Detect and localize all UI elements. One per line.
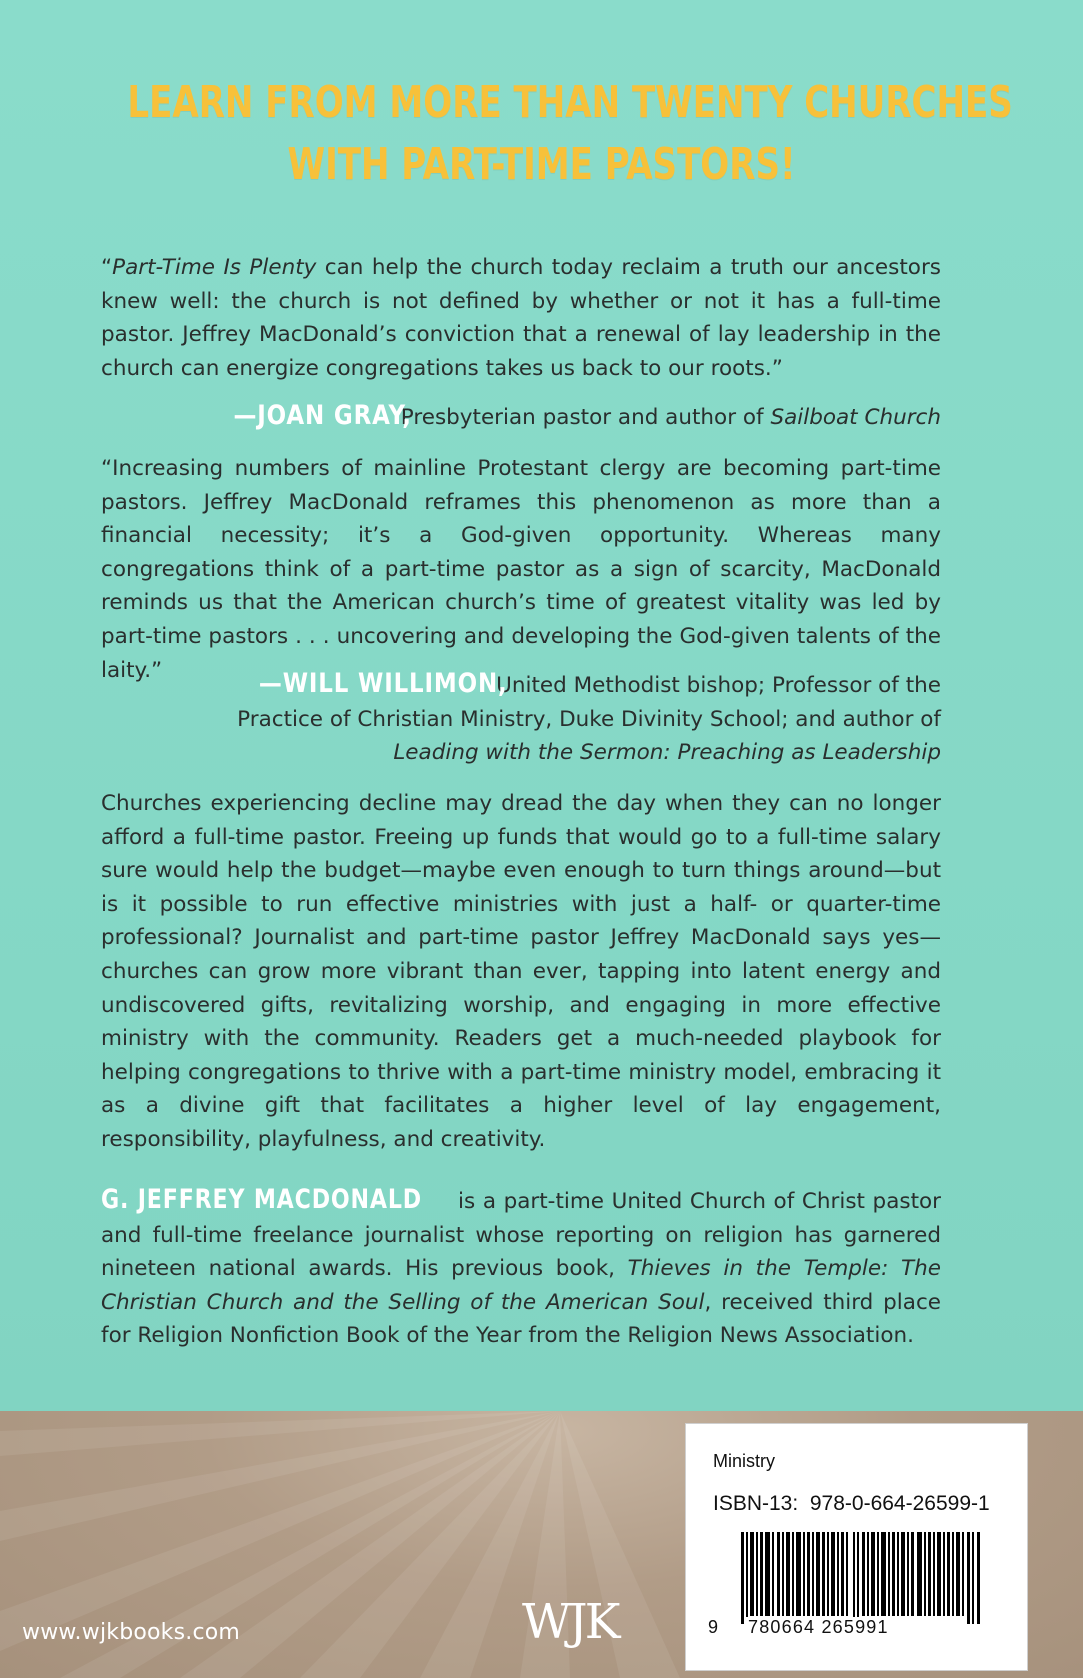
headline-line-1: LEARN FROM MORE THAN TWENTY CHURCHES: [127, 77, 1013, 128]
endorsement-attribution-1: [121, 399, 941, 435]
bio-text-2: , received third place for Religion Nonfiction Book of the Year from the Religion News Association.: [101, 1289, 941, 1349]
endorsement-quote-1: [101, 251, 941, 385]
headline: [127, 72, 1013, 196]
isbn-label: ISBN-13:: [713, 1492, 799, 1515]
quote-text: “Increasing numbers of mainline Protestant clergy are becoming part-time pastors. Jeffrey MacDonald reframes this phenomenon as more than a financial necessity; it’s a God-given opportunity. Whereas many congregations think of a part-time pastor as a sign of scarcity, MacDonald reminds us that the American church’s time of greatest vitality was led by part-time pastors . . . uncovering and developing the God-given talents of the laity.”: [101, 456, 941, 683]
isbn-value: 978-0-664-26599-1: [809, 1492, 990, 1515]
quote-text: can help the church today reclaim a truth our ancestors knew well: the church is not defined by whether or not it has a full-time pastor. Jeffrey MacDonald’s conviction that a renewal of lay leadership in the church can energize congregations takes us back to our roots.”: [101, 255, 941, 381]
author-bio: [101, 1183, 941, 1353]
barcode-digits: 780664 265991: [744, 1617, 893, 1638]
barcode-icon: [741, 1532, 991, 1624]
endorser-name: —JOAN GRAY,: [233, 400, 412, 431]
headline-line-2: WITH PART-TIME PASTORS!: [287, 139, 796, 190]
book-description: [101, 787, 941, 1157]
author-name: G. JEFFREY MACDONALD: [101, 1184, 422, 1215]
barcode-lead-digit: 9: [708, 1617, 719, 1637]
isbn-line: [713, 1492, 990, 1516]
endorser-role: Presbyterian pastor and author of: [393, 405, 771, 430]
isbn-barcode-box: [685, 1423, 1028, 1671]
quote-open-mark: “: [101, 255, 113, 280]
bio-text-1: is a part-time United Church of Christ pastor and full-time freelance journalist whose reporting on religion has garnered nineteen national awards. His previous book,: [101, 1189, 941, 1282]
description-text: Churches experiencing decline may dread the day when they can no longer afford a full-time pastor. Freeing up funds that would go to a full-time salary sure would help the budget—maybe even enough to turn things around—but is it possible to run effective ministries with just a half- or quarter-time professional? Journalist and part-time pastor Jeffrey MacDonald says yes—churches can grow more vibrant than ever, tapping into latent energy and undiscovered gifts, revitalizing worship, and engaging in more effective ministry with the community. Readers get a much-needed playbook for helping congregations to thrive with a part-time ministry model, embracing it as a divine gift that facilitates a higher level of lay engagement, responsibility, playfulness, and creativity.: [101, 791, 941, 1152]
publisher-website: www.wjkbooks.com: [22, 1620, 241, 1645]
previous-book-title: Thieves in the Temple: The Christian Church and the Selling of the American Soul: [101, 1256, 942, 1315]
endorsement-attribution-2: [181, 667, 941, 770]
endorser-book: Leading with the Sermon: Preaching as Leadership: [393, 740, 941, 766]
book-title: Part-Time Is Plenty: [112, 255, 317, 280]
endorsement-quote-2: [101, 452, 941, 687]
endorser-role: United Methodist bishop; Professor of the Practice of Christian Ministry, Duke Divinity School; and author of: [237, 673, 941, 732]
publisher-logo: WJK: [522, 1594, 618, 1650]
endorser-name: —WILL WILLIMON,: [258, 668, 508, 699]
endorser-book: Sailboat Church: [770, 405, 941, 430]
category-label: Ministry: [713, 1451, 775, 1471]
